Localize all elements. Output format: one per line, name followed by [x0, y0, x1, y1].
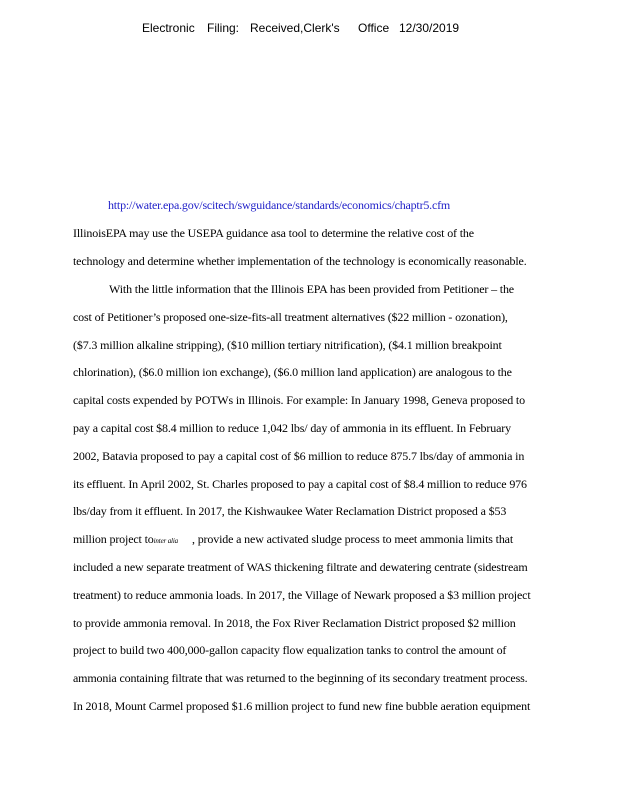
text-line: to provide ammonia removal. In 2018, the Fox River Reclamation District proposed $2 million [73, 616, 516, 630]
text-line: project to build two 400,000-gallon capacity flow equalization tanks to control the amount of [73, 643, 507, 657]
text-line: ($7.3 million alkaline stripping), ($10 million tertiary nitrification), ($4.1 million breakpoint [73, 338, 502, 352]
header-filing: Filing: [207, 21, 240, 35]
text-line: capital costs expended by POTWs in Illinois. For example: In January 1998, Geneva proposed to [73, 393, 525, 407]
text-line: lbs/day from it effluent. In 2017, the Kishwaukee Water Reclamation District proposed a $53 [73, 504, 507, 518]
text-line: chlorination), ($6.0 million ion exchange), ($6.0 million land application) are analogous to the [73, 365, 512, 379]
text-line: pay a capital cost $8.4 million to reduce 1,042 lbs/ day of ammonia in its effluent. In February [73, 421, 511, 435]
text-line: treatment) to reduce ammonia loads. In 2017, the Village of Newark proposed a $3 million project [73, 588, 531, 602]
text-fragment: million project to [73, 532, 154, 546]
text-line: 2002, Batavia proposed to pay a capital cost of $6 million to reduce 875.7 lbs/day of ammonia in [73, 449, 525, 463]
filing-header [0, 21, 618, 37]
text-line-with-footnote [73, 531, 513, 549]
epa-guidance-link[interactable]: http://water.epa.gov/scitech/swguidance/standards/economics/chaptr5.cfm [108, 198, 451, 212]
text-line: In 2018, Mount Carmel proposed $1.6 million project to fund new fine bubble aeration equipment [73, 699, 531, 713]
header-received-clerks: Received,Clerk's [250, 21, 340, 35]
text-line: With the little information that the Illinois EPA has been provided from Petitioner – the [109, 282, 514, 296]
inter-alia-marker: inter alia [153, 537, 178, 545]
header-electronic: Electronic [142, 21, 195, 35]
text-line: IllinoisEPA may use the USEPA guidance asa tool to determine the relative cost of the [73, 226, 474, 240]
header-date: 12/30/2019 [399, 21, 460, 35]
text-line: included a new separate treatment of WAS thickening filtrate and dewatering centrate (sidestream [73, 560, 528, 574]
header-office: Office [358, 21, 390, 35]
text-line: technology and determine whether implementation of the technology is economically reasonable. [73, 254, 527, 268]
text-line: its effluent. In April 2002, St. Charles proposed to pay a capital cost of $8.4 million to reduce 976 [73, 477, 527, 491]
text-line: ammonia containing filtrate that was returned to the beginning of its secondary treatment process. [73, 671, 528, 685]
text-line: cost of Petitioner’s proposed one-size-fits-all treatment alternatives ($22 million - ozonation), [73, 310, 508, 324]
text-fragment: , provide a new activated sludge process to meet ammonia limits that [192, 532, 514, 546]
